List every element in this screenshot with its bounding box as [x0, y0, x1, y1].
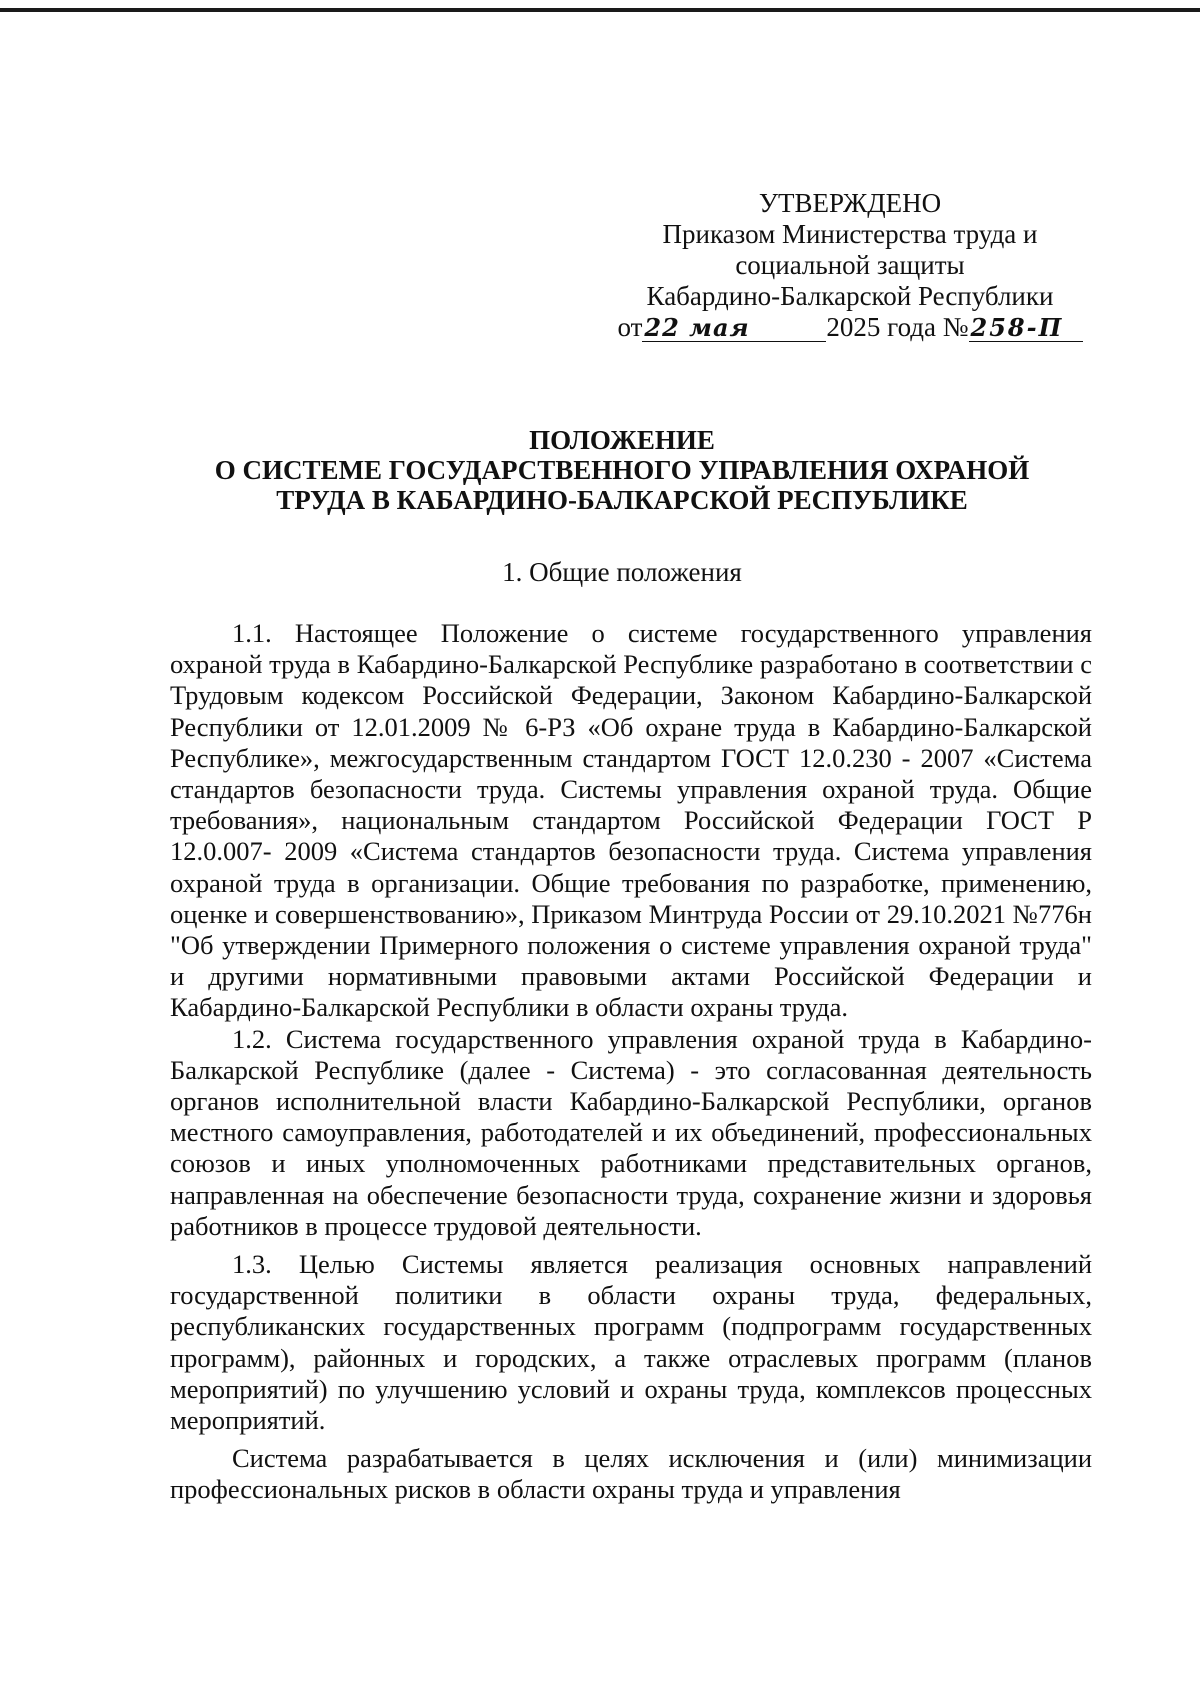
date-prefix: от [617, 312, 643, 342]
approval-date-line [600, 312, 1100, 343]
approval-line-1: Приказом Министерства труда и [662, 219, 1038, 249]
approval-title: УТВЕРЖДЕНО [758, 188, 942, 218]
year-text: 2025 года № [826, 312, 969, 342]
paragraph-1-3: 1.3. Целью Системы является реализация основных направлений государственной политики в области охраны труда, федеральных, республиканских государственных программ (подпрограмм государственных программ), районных и городских, а также отраслевых программ (планов мероприятий) по улучшению условий и охраны труда, комплексов процессных мероприятий. [170, 1249, 1092, 1436]
title-line-1: ПОЛОЖЕНИЕ [529, 425, 715, 455]
paragraph-1-2: 1.2. Система государственного управления охраной труда в Кабардино-Балкарской Республике (далее - Система) - это согласованная деятельность органов исполнительной власти Кабардино-Балкарской Республики, органов местного самоуправления, работодателей и их объединений, профессиональных союзов и иных уполномоченных работниками представительных органов, направленная на обеспечение безопасности труда, сохранение жизни и здоровья работников в процессе трудовой деятельности. [170, 1023, 1092, 1241]
handwritten-date: 22 мая [642, 315, 826, 342]
approval-line-2: социальной защиты [735, 250, 965, 280]
body-text [170, 618, 1092, 1506]
handwritten-order-number: 258-П [969, 315, 1083, 342]
title-line-3: ТРУДА В КАБАРДИНО-БАЛКАРСКОЙ РЕСПУБЛИКЕ [276, 485, 968, 515]
top-border-line [0, 8, 1200, 12]
paragraph-system-purpose: Система разрабатывается в целях исключения и (или) минимизации профессиональных рисков в области охраны труда и управления [170, 1443, 1092, 1505]
title-line-2: О СИСТЕМЕ ГОСУДАРСТВЕННОГО УПРАВЛЕНИЯ ОХРАНОЙ [214, 455, 1030, 485]
approval-block [600, 188, 1100, 343]
approval-line-3: Кабардино-Балкарской Республики [646, 281, 1054, 311]
section-heading: 1. Общие положения [502, 557, 742, 587]
paragraph-1-1: 1.1. Настоящее Положение о системе государственного управления охраной труда в Кабардино-Балкарской Республике разработано в соответствии с Трудовым кодексом Российской Федерации, Законом Кабардино-Балкарской Республики от 12.01.2009 № 6-РЗ «Об охране труда в Кабардино-Балкарской Республике», межгосударственным стандартом ГОСТ 12.0.230 - 2007 «Система стандартов безопасности труда. Системы управления охраной труда. Общие требования», национальным стандартом Российской Федерации ГОСТ Р 12.0.007- 2009 «Система стандартов безопасности труда. Система управления охраной труда в организации. Общие требования по разработке, применению, оценке и совершенствованию», Приказом Минтруда России от 29.10.2021 №776н "Об утверждении Примерного положения о системе управления охраной труда" и другими нормативными правовыми актами Российской Федерации и Кабардино-Балкарской Республики в области охраны труда. [170, 618, 1092, 1023]
document-title [150, 425, 1094, 515]
